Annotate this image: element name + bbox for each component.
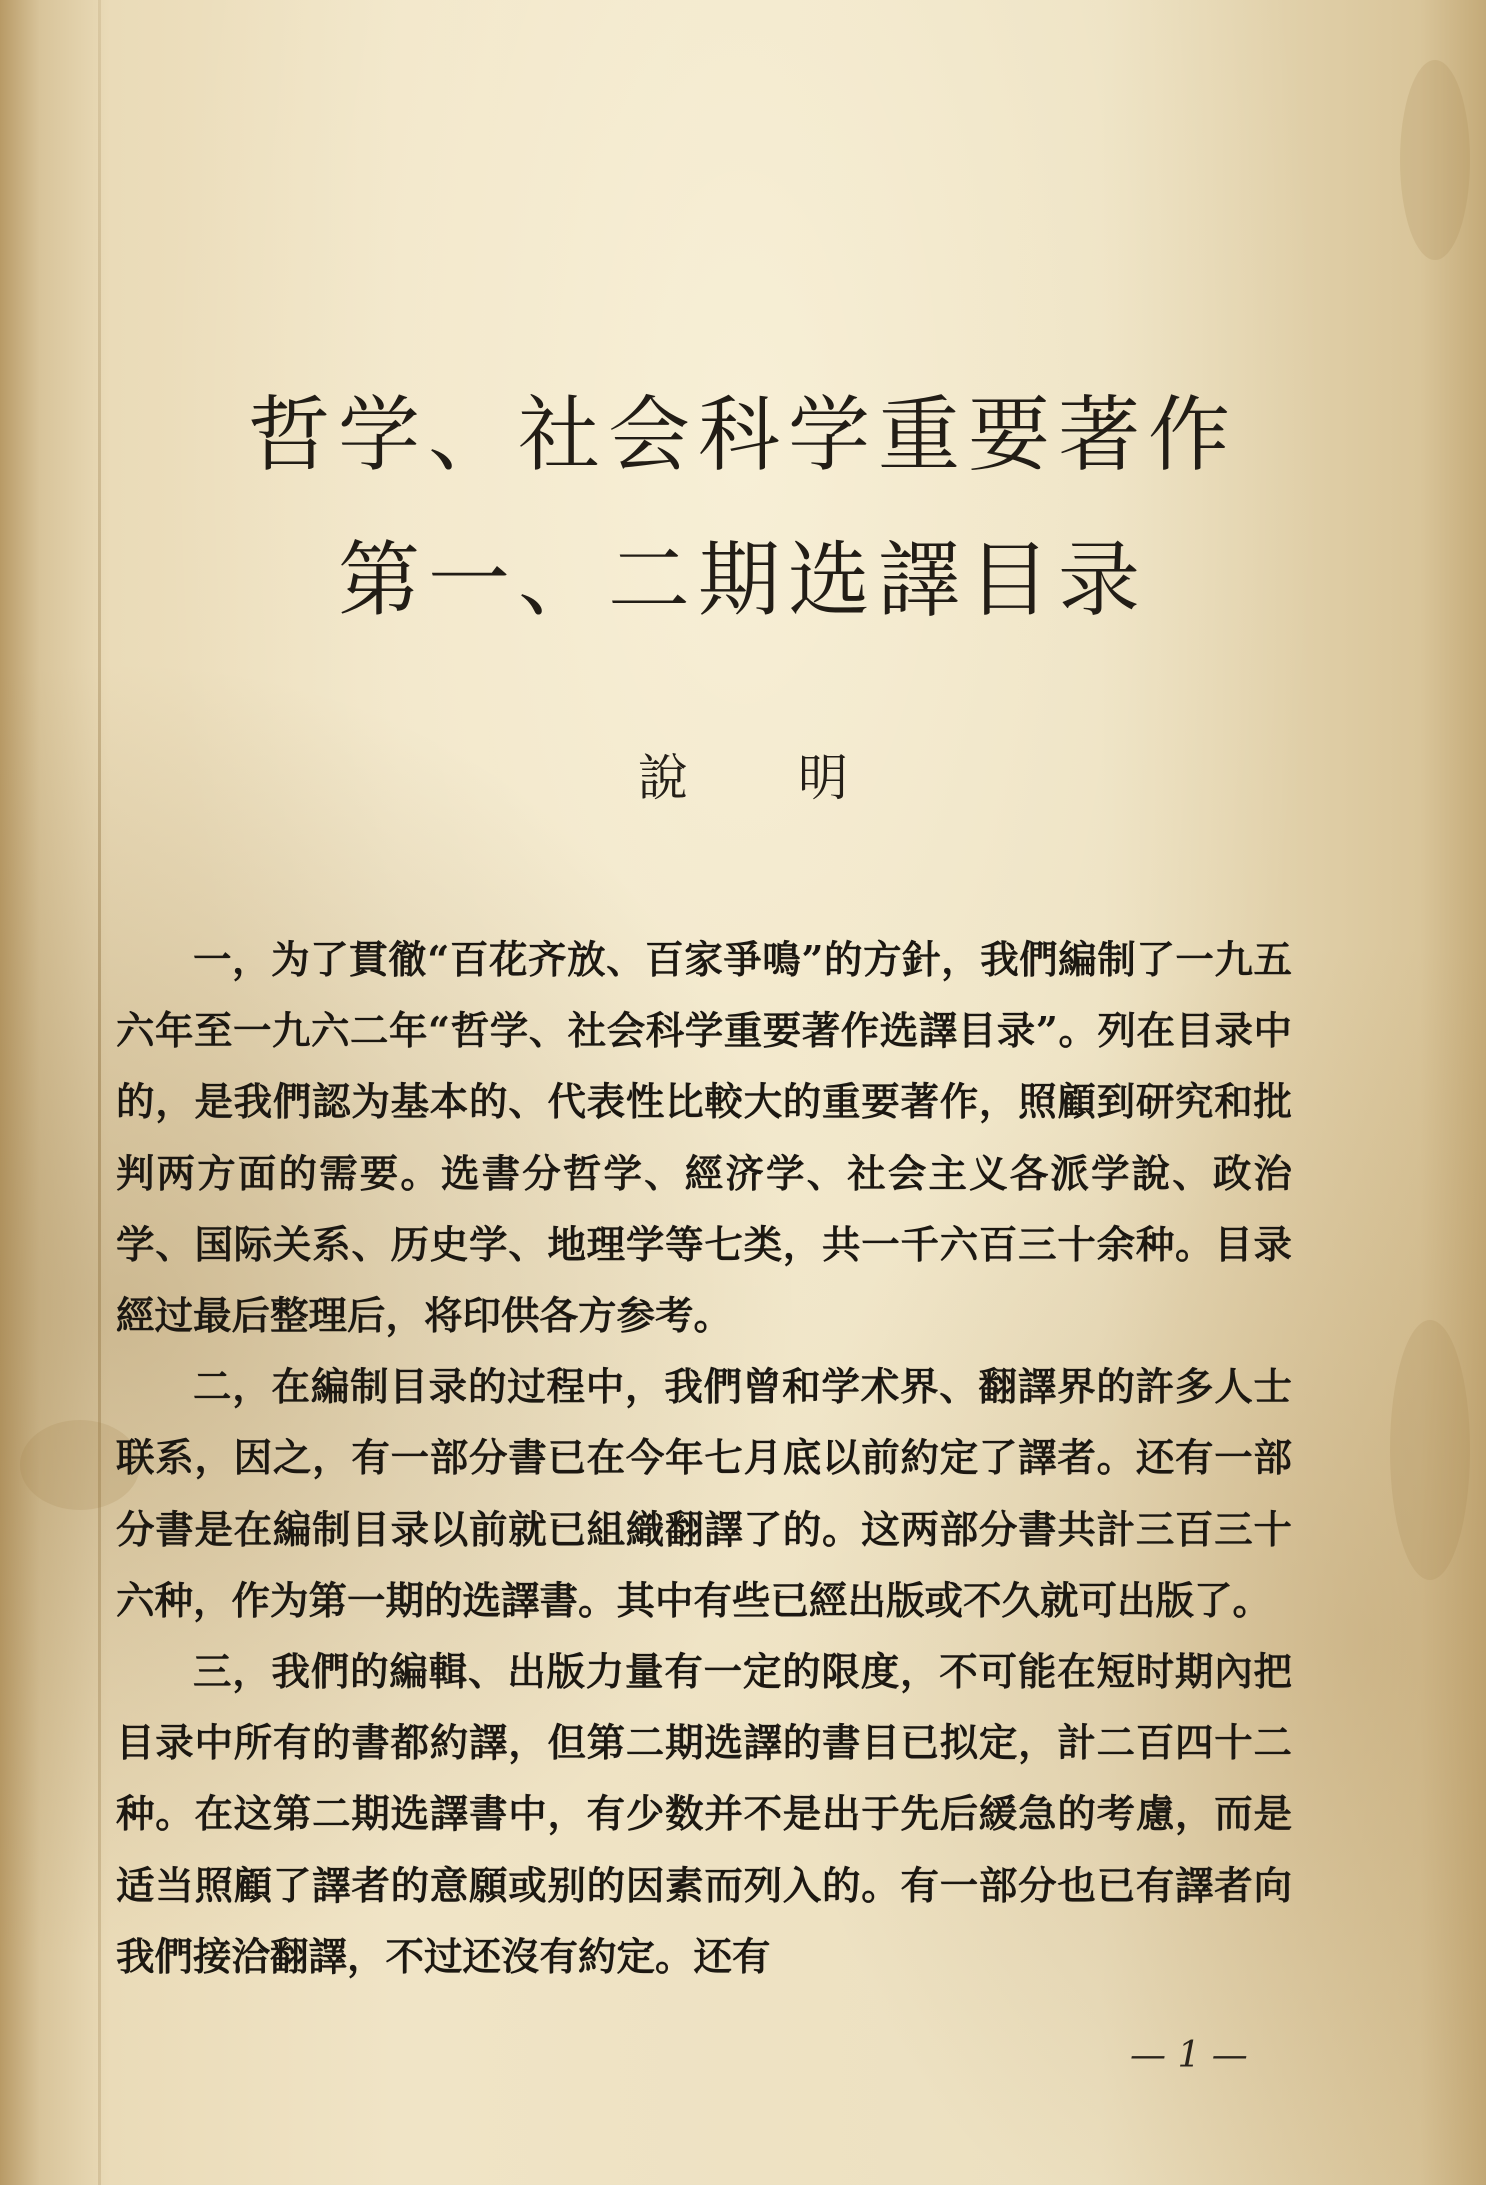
body-text (116, 925, 1292, 1993)
paragraph-2: 二，在編制目录的过程中，我們曾和学术界、翻譯界的許多人士联系，因之，有一部分書已在今年七月底以前約定了譯者。还有一部分書是在編制目录以前就已組織翻譯了的。这两部分書共計三百三十六种，作为第一期的选譯書。其中有些已經出版或不久就可出版了。 (116, 1365, 1292, 1624)
paragraph-3: 三，我們的編輯、出版力量有一定的限度，不可能在短时期內把目录中所有的書都約譯，但第二期选譯的書目已拟定，計二百四十二种。在这第二期选譯書中，有少数并不是出于先后緩急的考慮，而是适当照顧了譯者的意願或别的因素而列入的。有一部分也已有譯者向我們接洽翻譯，不过还沒有約定。还有 (116, 1650, 1292, 1980)
paper-stain (1390, 1320, 1470, 1580)
document-title-line-1: 哲学、社会科学重要著作 (247, 388, 1238, 483)
paper-stain (1400, 60, 1470, 260)
section-heading: 說明 (638, 749, 958, 807)
paragraph-1: 一，为了貫徹“百花齐放、百家爭鳴”的方針，我們編制了一九五六年至一九六二年“哲学、社会科学重要著作选譯目录”。列在目录中的，是我們認为基本的、代表性比較大的重要著作，照顧到研究和批判两方面的需要。选書分哲学、經济学、社会主义各派学說、政治学、国际关系、历史学、地理学等七类，共一千六百三十余种。目录經过最后整理后，将印供各方参考。 (116, 938, 1292, 1340)
document-title-line-2: 第一、二期选譯目录 (337, 533, 1148, 628)
page-fold-line (98, 0, 101, 2185)
page-number: — 1 — (1130, 2035, 1248, 2076)
